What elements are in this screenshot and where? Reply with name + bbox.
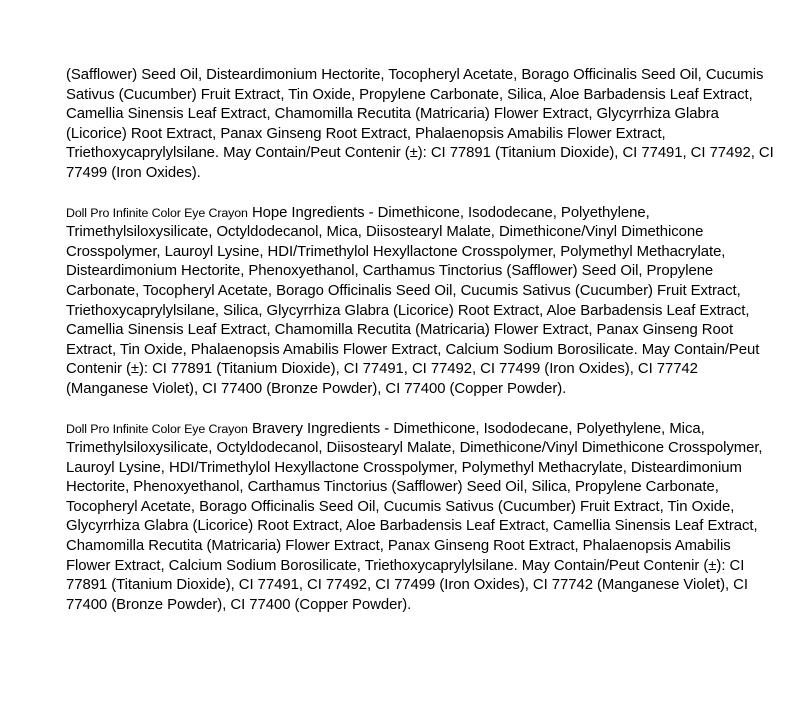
document-page <box>66 66 778 635</box>
ingredients-paragraph-hope <box>66 204 778 400</box>
ingredients-paragraph-bravery <box>66 420 778 616</box>
product-name-prefix: Doll Pro Infinite Color Eye Crayon <box>66 205 248 220</box>
paragraph-text: Bravery Ingredients - Dimethicone, Isododecane, Polyethylene, Mica, Trimethylsiloxysilicate, Octyldodecanol, Diisostearyl Malate, Dimethicone/Vinyl Dimethicone Crosspolymer, Lauroyl Lysine, HDI/Trimethylol Hexyllactone Crosspolymer, Polymethyl Methacrylate, Disteardimonium Hectorite, Phenoxyethanol, Carthamus Tinctorius (Safflower) Seed Oil, Silica, Propylene Carbonate, Tocopheryl Acetate, Borago Officinalis Seed Oil, Cucumis Sativus (Cucumber) Fruit Extract, Tin Oxide, Glycyrrhiza Glabra (Licorice) Root Extract, Aloe Barbadensis Leaf Extract, Camellia Sinensis Leaf Extract, Chamomilla Recutita (Matricaria) Flower Extract, Panax Ginseng Root Extract, Phalaenopsis Amabilis Flower Extract, Calcium Sodium Borosilicate, Triethoxycaprylylsilane. May Contain/Peut Contenir (±): CI 77891 (Titanium Dioxide), CI 77491, CI 77492, CI 77499 (Iron Oxides), CI 77742 (Manganese Violet), CI 77400 (Bronze Powder), CI 77400 (Copper Powder). <box>66 420 763 613</box>
product-name-prefix: Doll Pro Infinite Color Eye Crayon <box>66 421 248 436</box>
ingredients-paragraph-continuation <box>66 66 778 184</box>
paragraph-text: Hope Ingredients - Dimethicone, Isododecane, Polyethylene, Trimethylsiloxysilicate, Octyldodecanol, Mica, Diisostearyl Malate, Dimethicone/Vinyl Dimethicone Crosspolymer, Lauroyl Lysine, HDI/Trimethylol Hexyllactone Crosspolymer, Polymethyl Methacrylate, Disteardimonium Hectorite, Phenoxyethanol, Carthamus Tinctorius (Safflower) Seed Oil, Propylene Carbonate, Tocopheryl Acetate, Borago Officinalis Seed Oil, Cucumis Sativus (Cucumber) Fruit Extract, Triethoxycaprylylsilane, Silica, Glycyrrhiza Glabra (Licorice) Root Extract, Aloe Barbadensis Leaf Extract, Camellia Sinensis Leaf Extract, Chamomilla Recutita (Matricaria) Flower Extract, Panax Ginseng Root Extract, Tin Oxide, Phalaenopsis Amabilis Flower Extract, Calcium Sodium Borosilicate. May Contain/Peut Contenir (±): CI 77891 (Titanium Dioxide), CI 77491, CI 77492, CI 77499 (Iron Oxides), CI 77742 (Manganese Violet), CI 77400 (Bronze Powder), CI 77400 (Copper Powder). <box>66 204 760 397</box>
paragraph-text: (Safflower) Seed Oil, Disteardimonium Hectorite, Tocopheryl Acetate, Borago Officinalis Seed Oil, Cucumis Sativus (Cucumber) Fruit Extract, Tin Oxide, Propylene Carbonate, Silica, Aloe Barbadensis Leaf Extract, Camellia Sinensis Leaf Extract, Chamomilla Recutita (Matricaria) Flower Extract, Glycyrrhiza Glabra (Licorice) Root Extract, Panax Ginseng Root Extract, Phalaenopsis Amabilis Flower Extract, Triethoxycaprylylsilane. May Contain/Peut Contenir (±): CI 77891 (Titanium Dioxide), CI 77491, CI 77492, CI 77499 (Iron Oxides). <box>66 67 774 181</box>
